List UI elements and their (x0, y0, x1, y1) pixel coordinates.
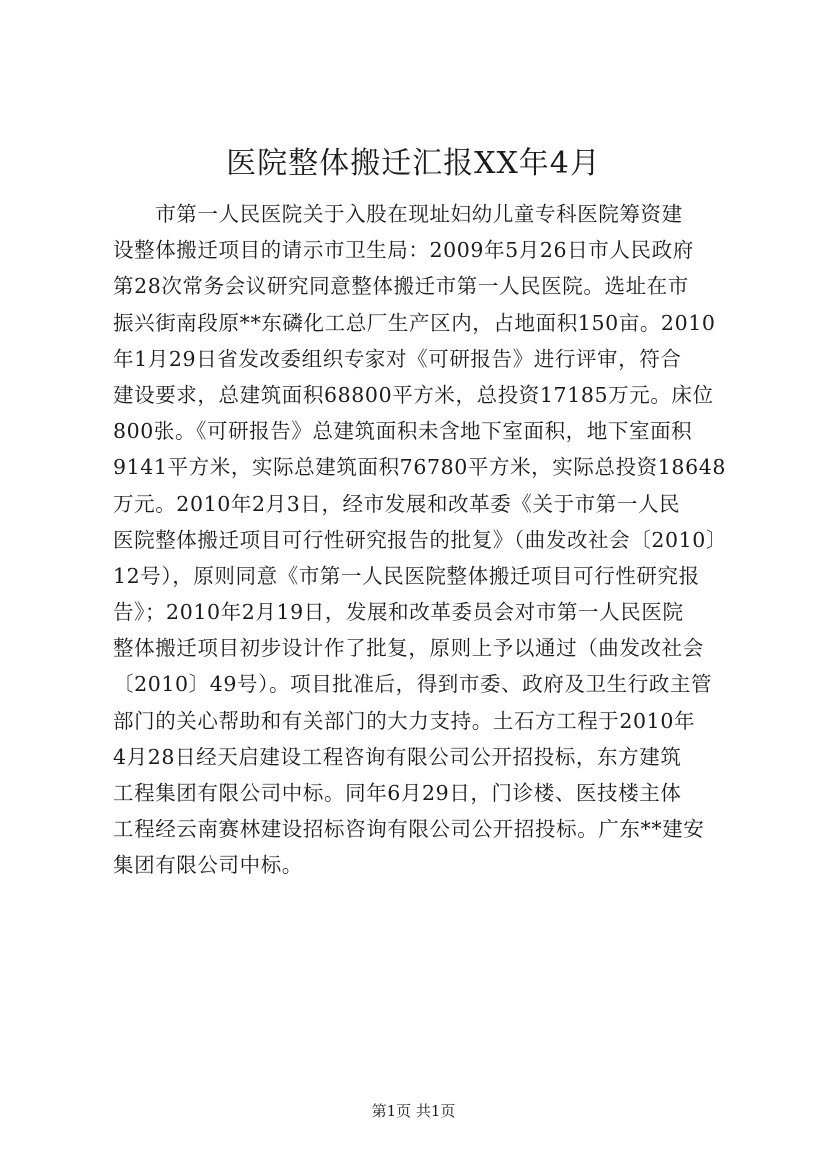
body-line: 医院整体搬迁项目可行性研究报告的批复》（曲发改社会〔2010〕 (113, 527, 728, 552)
body-line: 工程经云南赛林建设招标咨询有限公司公开招投标。广东**建安 (113, 817, 705, 842)
page-number-footer: 第1页 共1页 (371, 1102, 456, 1120)
body-line: 第28次常务会议研究同意整体搬迁市第一人民医院。选址在市 (113, 274, 689, 299)
body-line: 4月28日经天启建设工程咨询有限公司公开招投标，东方建筑 (113, 744, 682, 769)
body-line: 建设要求，总建筑面积68800平方米，总投资17185万元。床位 (113, 382, 714, 407)
body-line: 万元。2010年2月3日，经市发展和改革委《关于市第一人民 (113, 491, 681, 516)
body-line: 设整体搬迁项目的请示市卫生局：2009年5月26日市人民政府 (113, 238, 694, 263)
document-title: 医院整体搬迁汇报XX年4月 (226, 146, 601, 181)
body-line: 12号），原则同意《市第一人民医院整体搬迁项目可行性研究报 (113, 563, 700, 588)
body-line: 年1月29日省发改委组织专家对《可研报告》进行评审，符合 (113, 346, 682, 371)
body-line: 振兴街南段原**东磷化工总厂生产区内，占地面积150亩。2010 (113, 310, 716, 335)
body-line: 市第一人民医院关于入股在现址妇幼儿童专科医院筹资建 (113, 202, 683, 226)
body-line: 800张。《可研报告》总建筑面积未含地下室面积，地下室面积 (113, 419, 693, 444)
body-line: 工程集团有限公司中标。同年6月29日，门诊楼、医技楼主体 (113, 781, 682, 805)
body-line: 部门的关心帮助和有关部门的大力支持。土石方工程于2010年 (113, 708, 696, 733)
document-body (113, 196, 728, 884)
body-line: 9141平方米，实际总建筑面积76780平方米，实际总投资18648 (113, 455, 726, 480)
body-line: 整体搬迁项目初步设计作了批复，原则上予以通过（曲发改社会 (113, 636, 704, 661)
body-line: 集团有限公司中标。 (113, 853, 303, 878)
body-line: 〔2010〕49号）。项目批准后，得到市委、政府及卫生行政主管 (113, 672, 713, 697)
body-line: 告》；2010年2月19日，发展和改革委员会对市第一人民医院 (113, 600, 684, 625)
